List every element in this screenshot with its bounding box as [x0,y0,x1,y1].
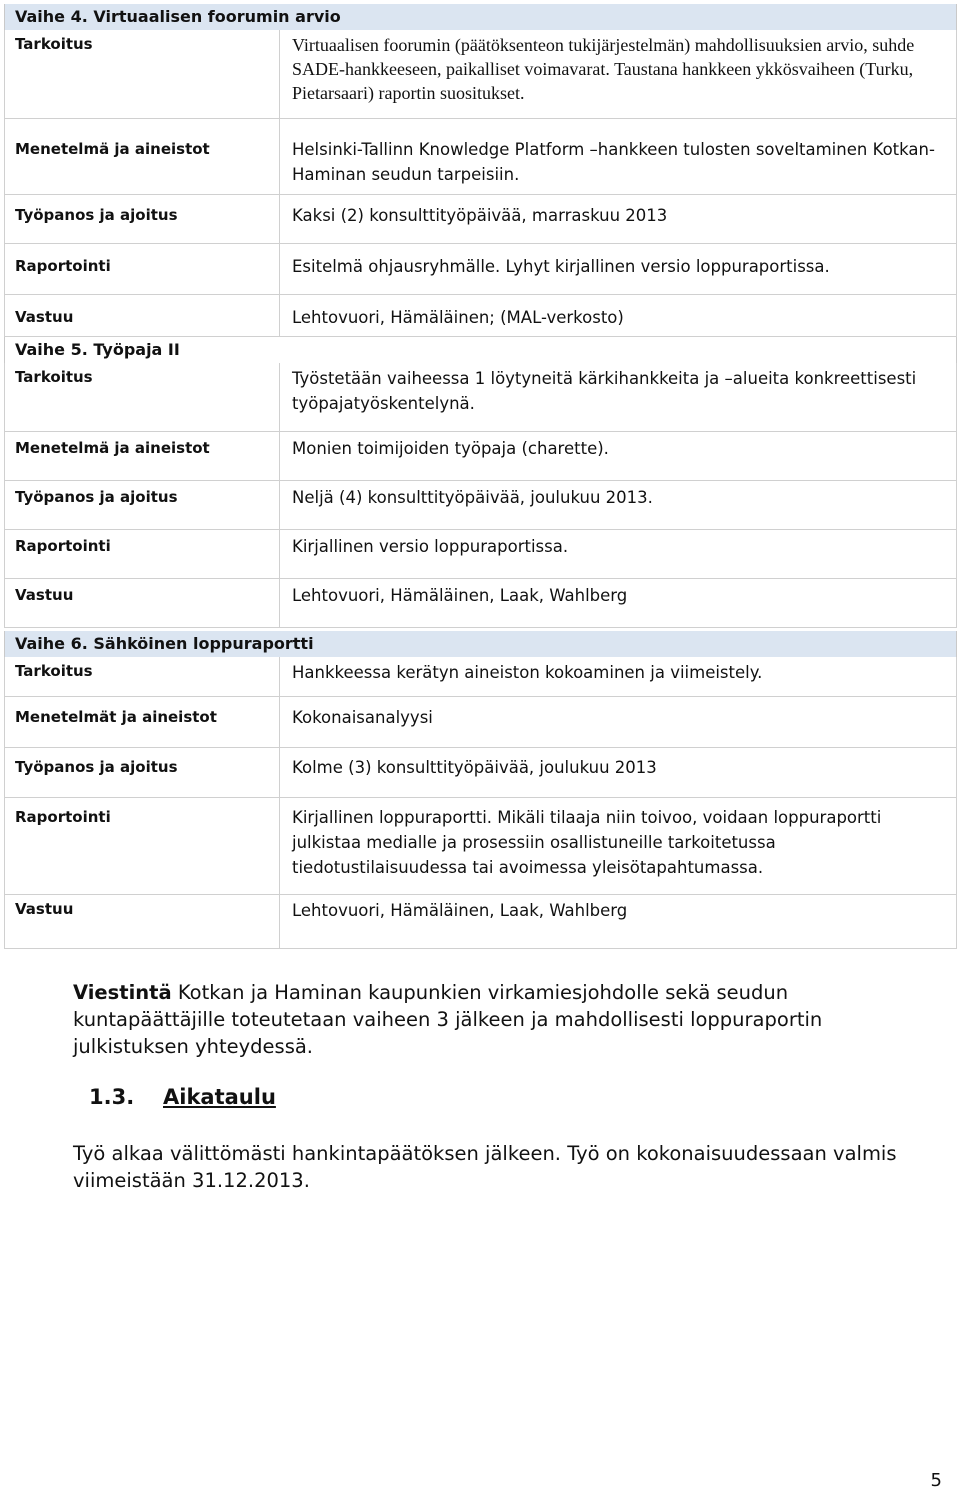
viestinta-paragraph [73,979,923,1060]
row-label: Raportointi [5,244,280,294]
table-row [4,895,957,949]
table-row [4,244,957,295]
row-label: Raportointi [5,798,280,894]
row-label: Tarkoitus [5,30,280,118]
row-label: Raportointi [5,530,280,578]
row-value: Esitelmä ohjausryhmälle. Lyhyt kirjallinen versio loppuraportissa. [292,257,830,276]
table-row [4,530,957,579]
section-title: Aikataulu [163,1085,276,1109]
row-label: Vastuu [5,579,280,627]
phase-4-table [4,4,957,337]
row-value: Kolme (3) konsulttityöpäivää, joulukuu 2013 [292,758,657,777]
row-label: Työpanos ja ajoitus [5,748,280,797]
table-row [4,295,957,337]
phase-6-heading: Vaihe 6. Sähköinen loppuraportti [4,631,957,657]
row-value: Kokonaisanalyysi [292,708,433,727]
row-label: Työpanos ja ajoitus [5,195,280,243]
row-label: Vastuu [5,895,280,948]
row-value: Hankkeessa kerätyn aineiston kokoaminen ja viimeistely. [292,663,763,682]
phase-4-heading: Vaihe 4. Virtuaalisen foorumin arvio [4,4,957,30]
row-value: Kirjallinen loppuraportti. Mikäli tilaaja niin toivoo, voidaan loppuraportti julkistaa medialle ja prosessiin osallistuneille tarkoitetussa tiedotustilaisuudessa tai avoimessa yleisötapahtumassa. [292,808,882,877]
table-row [4,432,957,481]
row-value: Helsinki-Tallinn Knowledge Platform –hankkeen tulosten soveltaminen Kotkan-Haminan seudun tarpeisiin. [292,140,935,184]
table-row [4,748,957,798]
phase-6-table [4,631,957,949]
table-row [4,657,957,697]
table-row [4,798,957,895]
row-label: Menetelmät ja aineistot [5,697,280,747]
row-label: Vastuu [5,295,280,336]
table-row [4,579,957,628]
table-row [4,195,957,244]
row-value: Neljä (4) konsulttityöpäivää, joulukuu 2013. [292,488,653,507]
section-number: 1.3. [89,1085,135,1109]
row-label: Menetelmä ja aineistot [5,432,280,480]
page-number: 5 [930,1470,942,1491]
phase-5-heading: Vaihe 5. Työpaja II [4,337,957,363]
row-value: Työstetään vaiheessa 1 löytyneitä kärkihankkeita ja –alueita konkreettisesti työpajatyöskentelynä. [292,369,917,413]
aikataulu-paragraph: Työ alkaa välittömästi hankintapäätöksen jälkeen. Työ on kokonaisuudessaan valmis viimeistään 31.12.2013. [73,1142,897,1192]
viestinta-label: Viestintä [73,981,172,1004]
row-value: Kaksi (2) konsulttityöpäivää, marraskuu 2013 [292,206,668,225]
row-value: Lehtovuori, Hämäläinen, Laak, Wahlberg [292,901,628,920]
row-value: Lehtovuori, Hämäläinen; (MAL-verkosto) [292,308,624,327]
row-label: Tarkoitus [5,363,280,431]
section-heading [89,1085,276,1109]
table-row [4,481,957,530]
table-row [4,30,957,119]
row-label: Tarkoitus [5,657,280,696]
phase-5-table [4,337,957,628]
row-value: Virtuaalisen foorumin (päätöksenteon tukijärjestelmän) mahdollisuuksien arvio, suhde SADE-hankkeeseen, paikalliset voimavarat. Taustana hankkeen ykkösvaiheen (Turku, Pietarsaari) raportin suositukset. [292,35,915,103]
row-label: Menetelmä ja aineistot [5,119,280,194]
table-row [4,363,957,432]
table-row [4,119,957,195]
row-value: Kirjallinen versio loppuraportissa. [292,537,569,556]
table-row [4,697,957,748]
row-label: Työpanos ja ajoitus [5,481,280,529]
viestinta-text: Kotkan ja Haminan kaupunkien virkamiesjohdolle sekä seudun kuntapäättäjille toteutetaan vaiheen 3 jälkeen ja mahdollisesti loppuraportin julkistuksen yhteydessä. [73,981,823,1058]
row-value: Monien toimijoiden työpaja (charette). [292,439,609,458]
row-value: Lehtovuori, Hämäläinen, Laak, Wahlberg [292,586,628,605]
